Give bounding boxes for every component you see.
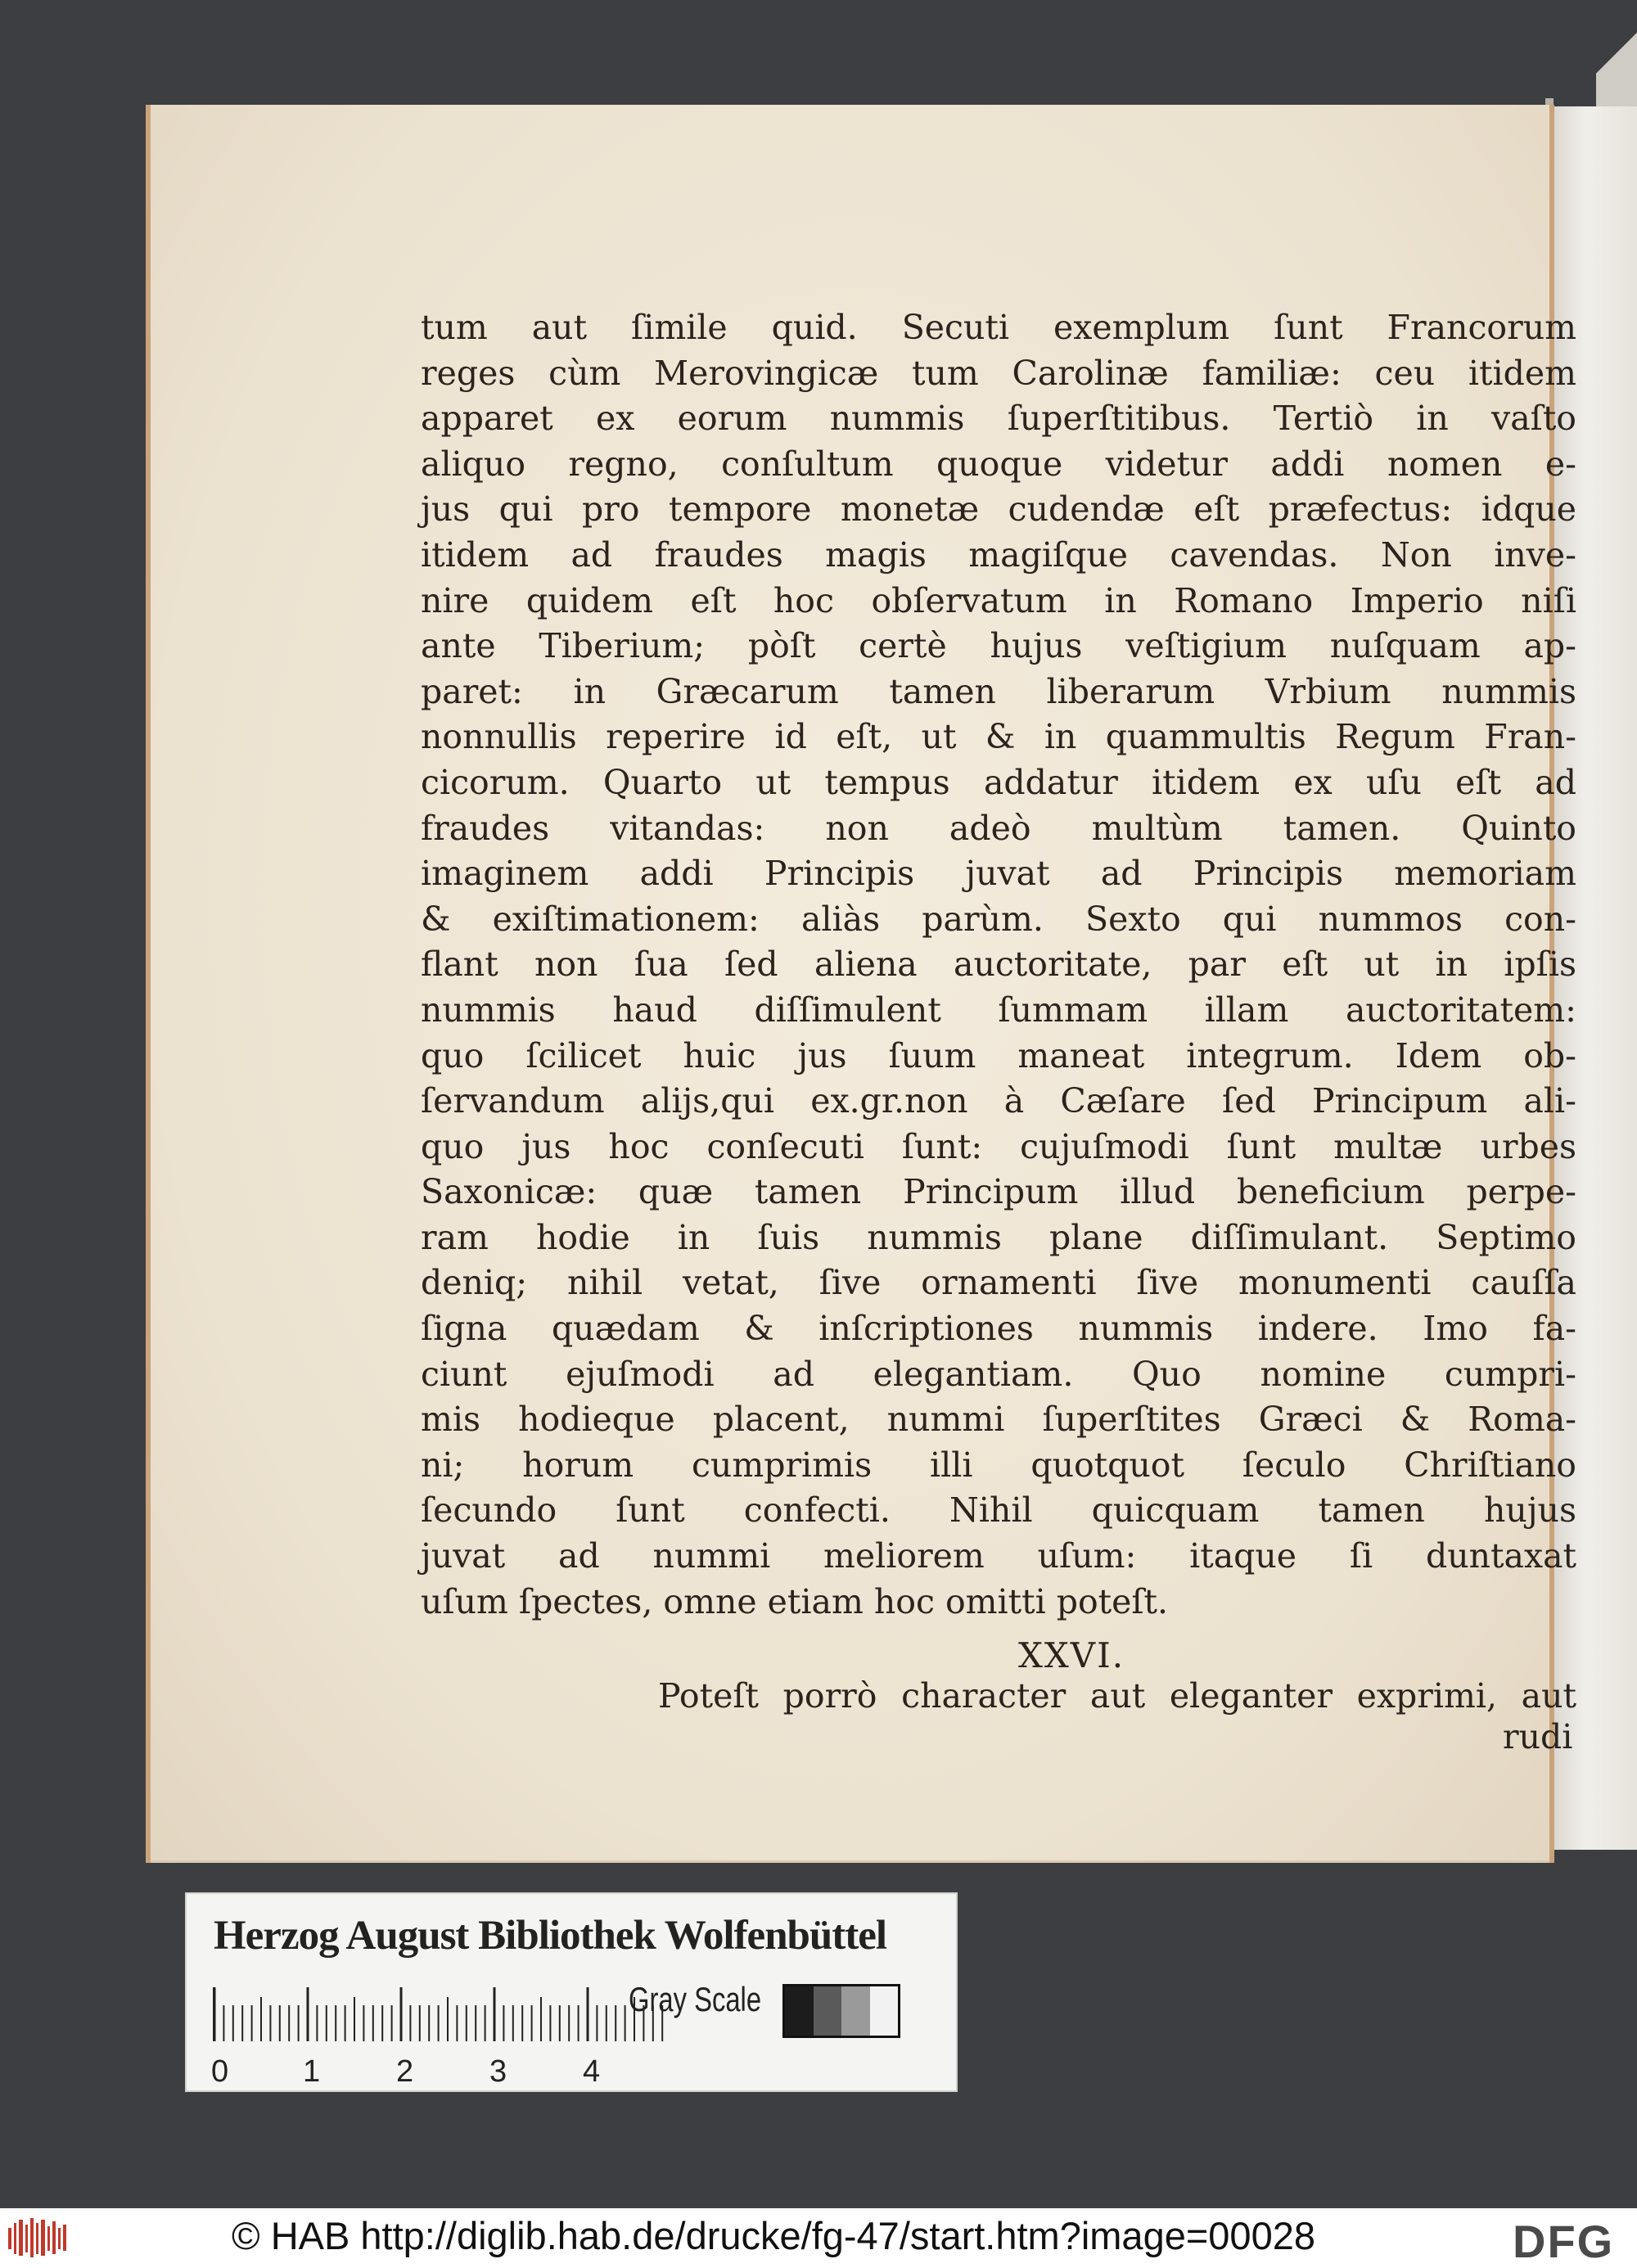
text-line: flant non ſua ſed aliena auctoritate, par eſt ut in ipſis — [421, 945, 1576, 985]
text-line: jus qui pro tempore monetæ cudendæ eſt præfectus: idque — [421, 489, 1576, 530]
text-line: ſecundo ſunt confecti. Nihil quicquam tamen hujus — [421, 1490, 1576, 1531]
footer-bar — [0, 2208, 1637, 2268]
text-line: quo ſcilicet huic jus ſuum maneat integrum. Idem ob- — [421, 1035, 1576, 1075]
ruler-number: 4 — [583, 2054, 601, 2089]
ruler-number: 3 — [489, 2054, 507, 2089]
text-line: uſum ſpectes, omne etiam hoc omitti poteſt. — [421, 1581, 1169, 1621]
text-line: ſigna quædam & inſcriptiones nummis indere. Imo fa- — [421, 1309, 1576, 1349]
color-scale-card — [185, 1892, 958, 2092]
text-line: deniq; nihil vetat, ſive ornamenti ſive monumenti cauſſa — [421, 1263, 1576, 1303]
text-line: imaginem addi Principis juvat ad Principis memoriam — [421, 854, 1576, 894]
text-line: ſervandum alijs,qui ex.gr.non à Cæſare ſed Principum ali- — [421, 1081, 1576, 1121]
text-line: nonnullis reperire id eſt, ut & in quammultis Regum Fran- — [421, 717, 1576, 757]
text-line: nire quidem eſt hoc obſervatum in Romano Imperio niſi — [421, 580, 1576, 620]
ruler-number: 0 — [211, 2054, 229, 2089]
barcode-logo-icon — [7, 2216, 72, 2259]
text-line: reges cùm Merovingicæ tum Carolinæ familiæ: ceu itidem — [421, 353, 1576, 393]
gray-swatch — [870, 1986, 899, 2036]
text-line: juvat ad nummi meliorem uſum: itaque ſi duntaxat — [421, 1536, 1576, 1576]
text-line: quo jus hoc conſecuti ſunt: cujuſmodi ſunt multæ urbes — [421, 1126, 1576, 1166]
dfg-logo: DFG — [1513, 2216, 1615, 2267]
text-line: aliquo regno, conſultum quoque videtur addi nomen e- — [421, 444, 1576, 484]
gray-swatch — [814, 1986, 842, 2036]
text-line: ante Tiberium; pòſt certè hujus veſtigium nuſquam ap- — [421, 626, 1576, 666]
text-line: & exiſtimationem: aliàs parùm. Sexto qui nummos con- — [421, 899, 1576, 939]
text-line: ram hodie in ſuis nummis plane diſſimulant. Septimo — [421, 1217, 1576, 1257]
book-page — [146, 105, 1576, 1863]
ruler-number: 2 — [396, 2054, 414, 2089]
text-line: tum aut ſimile quid. Secuti exemplum ſunt Francorum — [421, 308, 1576, 347]
gray-swatch — [785, 1986, 814, 2036]
page-text-block — [421, 305, 1576, 1625]
gray-swatch — [841, 1986, 870, 2036]
text-line: ni; horum cumprimis illi quotquot ſeculo Chriſtiano — [421, 1445, 1576, 1485]
text-line: mis hodieque placent, nummi ſuperſtites Græci & Roma- — [421, 1400, 1576, 1440]
facing-page-corner — [1596, 0, 1637, 106]
gray-scale-label: Gray Scale — [629, 1980, 762, 2018]
text-line: nummis haud diſſimulent ſummam illam auctoritatem: — [421, 990, 1576, 1030]
text-line: itidem ad fraudes magis magiſque cavendas. Non inve- — [421, 534, 1576, 575]
text-line: Saxonicæ: quæ tamen Principum illud beneficium perpe- — [421, 1172, 1576, 1212]
library-name: Herzog August Bibliothek Wolfenbüttel — [214, 1913, 887, 1959]
text-line: ciunt ejuſmodi ad elegantiam. Quo nomine cumpri- — [421, 1354, 1576, 1394]
section-heading: XXVI. — [1018, 1635, 1125, 1675]
text-line: apparet ex eorum nummis ſuperſtitibus. Tertiò in vaſto — [421, 399, 1576, 439]
text-line: fraudes vitandas: non adeò multùm tamen. Quinto — [421, 808, 1576, 848]
text-line: paret: in Græcarum tamen liberarum Vrbium nummis — [421, 671, 1576, 711]
catchword: rudi — [1503, 1717, 1573, 1756]
text-line: cicorum. Quarto ut tempus addatur itidem ex uſu eſt ad — [421, 762, 1576, 802]
gray-scale-swatches — [782, 1984, 900, 2038]
next-paragraph-line: Poteſt porrò character aut eleganter exprimi, aut — [658, 1676, 1576, 1716]
ruler-number: 1 — [303, 2054, 321, 2089]
copyright-link[interactable]: © HAB http://diglib.hab.de/drucke/fg-47/start.htm?image=00028 — [232, 2214, 1315, 2257]
